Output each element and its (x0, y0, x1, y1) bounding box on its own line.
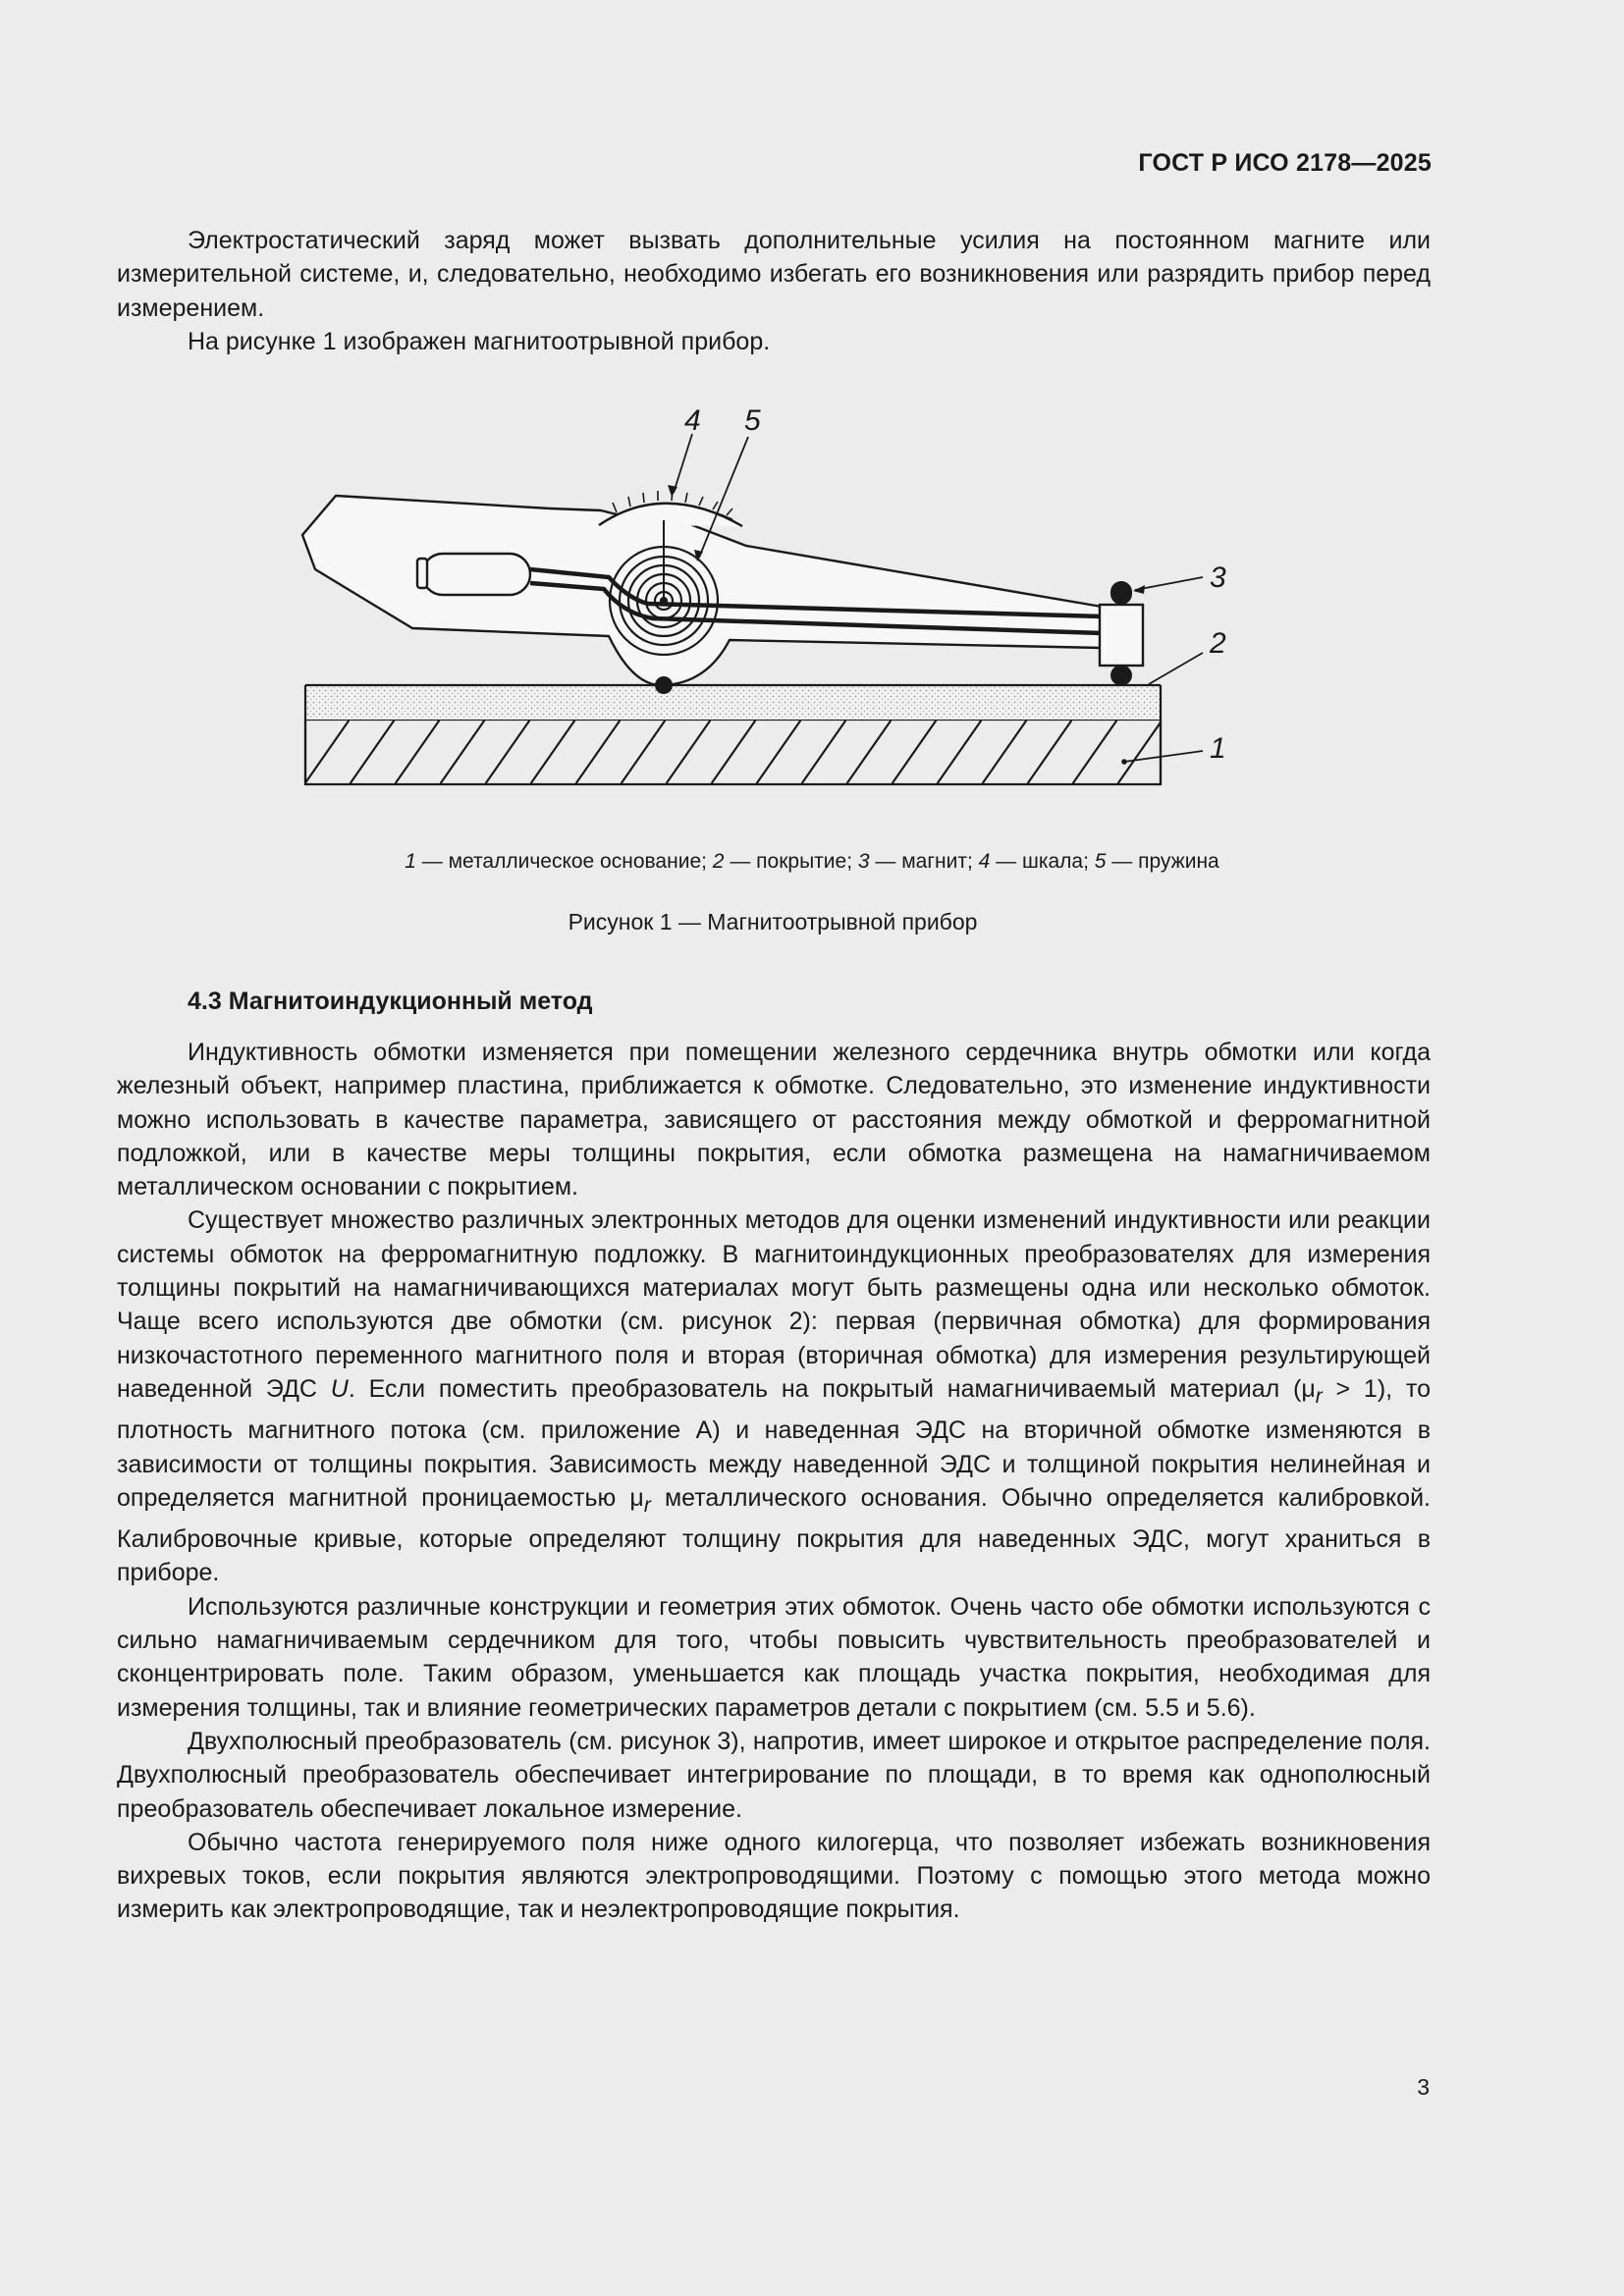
p2-subscript-r-2: r (643, 1493, 651, 1517)
intro-text (117, 224, 1431, 358)
section-paragraph-2 (117, 1203, 1431, 1589)
intro-paragraph-2: На рисунке 1 изображен магнитоотрывной прибор. (188, 327, 771, 355)
section-body (117, 1036, 1431, 1927)
section-paragraph-4: Двухполюсный преобразователь (см. рисунок 3), напротив, имеет широкое и открытое распределение поля. Двухполюсный преобразователь обеспечивает интегрирование по площади, в то время как однополюсный преобразователь обеспечивает локальное измерение. (117, 1727, 1431, 1823)
figure-label-3: 3 (1210, 561, 1226, 594)
section-paragraph-5: Обычно частота генерируемого поля ниже одного килогерца, что позволяет избежать возникновения вихревых токов, если покрытия являются электропроводящими. Поэтому с помощью этого метода можно измерить как электропроводящие, так и неэлектропроводящие покрытия. (117, 1828, 1431, 1924)
section-paragraph-3: Используются различные конструкции и геометрия этих обмоток. Очень часто обе обмотки используются с сильно намагничиваемым сердечником для того, чтобы повысить чувствительность преобразователей и сконцентрировать поле. Таким образом, уменьшается как площадь участка покрытия, необходимая для измерения толщины, так и влияние геометрических параметров детали с покрытием (см. 5.5 и 5.6). (117, 1592, 1431, 1722)
figure-label-4: 4 (684, 404, 701, 437)
legend-key-2: 2 (712, 850, 725, 873)
p2-part-c: > 1), то плотность магнитного потока (см. приложение А) и наведенная ЭДС на вторичной обмотке изменяются в зависимости от толщины покрытия. Зависимость между наведенной ЭДС и толщиной покрытия нелинейная и определяется магнитной проницаемостью μ (117, 1374, 1431, 1512)
p2-subscript-r-1: r (1315, 1384, 1323, 1408)
p2-symbol-u: U (330, 1374, 349, 1403)
figure-1-caption: Рисунок 1 — Магнитоотрывной прибор (568, 909, 978, 934)
section-paragraph-1: Индуктивность обмотки изменяется при помещении железного сердечника внутрь обмотки или когда железный объект, например пластина, приближается к обмотке. Следовательно, это изменение индуктивности можно использовать в качестве параметра, зависящего от расстояния между обмоткой и ферромагнитной подложкой, или в качестве меры толщины покрытия, если обмотка размещена на намагничиваемом металлическом основании с покрытием. (117, 1039, 1431, 1201)
legend-text-5: — пружина (1106, 850, 1219, 873)
pivot-point (655, 676, 673, 694)
figure-1-pull-off-gauge (285, 393, 1247, 815)
figure-label-1: 1 (1210, 732, 1226, 765)
figure-label-2: 2 (1210, 627, 1226, 660)
legend-key-4: 4 (978, 850, 991, 873)
page-number: 3 (1417, 2074, 1430, 2100)
magnet (1100, 581, 1143, 685)
p2-part-d: металлического основания. Обычно определяется калибровкой. Калибровочные кривые, которые определяют толщину покрытия для наведенных ЭДС, могут храниться в приборе. (117, 1483, 1431, 1587)
figure-label-5: 5 (744, 404, 761, 437)
legend-key-1: 1 (405, 850, 416, 873)
p2-part-b: . Если поместить преобразователь на покрытый намагничиваемый материал (μ (348, 1374, 1316, 1403)
figure-1-legend (0, 850, 1624, 874)
counterweight (417, 554, 530, 595)
legend-text-4: — шкала; (990, 850, 1095, 873)
legend-text-2: — покрытие; (724, 850, 858, 873)
legend-key-5: 5 (1094, 850, 1107, 873)
scale-dial (599, 491, 742, 526)
intro-paragraph-1: Электростатический заряд может вызвать дополнительные усилия на постоянном магните или измерительной системе, и, следовательно, необходимо избегать его возникновения или разрядить прибор перед измерением. (117, 227, 1431, 322)
legend-text-1: — металлическое основание; (415, 850, 713, 873)
legend-key-3: 3 (857, 850, 870, 873)
p2-part-a: Существует множество различных электронных методов для оценки изменений индуктивности или реакции системы обмоток на ферромагнитную подложку. В магнитоиндукционных преобразователях для измерения толщины покрытий на намагничивающихся материалах могут быть размещены одна или несколько обмоток. Чаще всего используются две обмотки (см. рисунок 2): первая (первичная обмотка) для формирования низкочастотного переменного магнитного поля и вторая (вторичная обмотка) для измерения результирующей наведенной ЭДС (117, 1206, 1431, 1403)
metal-base (305, 720, 1161, 784)
document-code-header: ГОСТ Р ИСО 2178—2025 (1138, 149, 1432, 177)
section-heading: 4.3 Магнитоиндукционный метод (188, 988, 593, 1015)
legend-text-3: — магнит; (869, 850, 979, 873)
